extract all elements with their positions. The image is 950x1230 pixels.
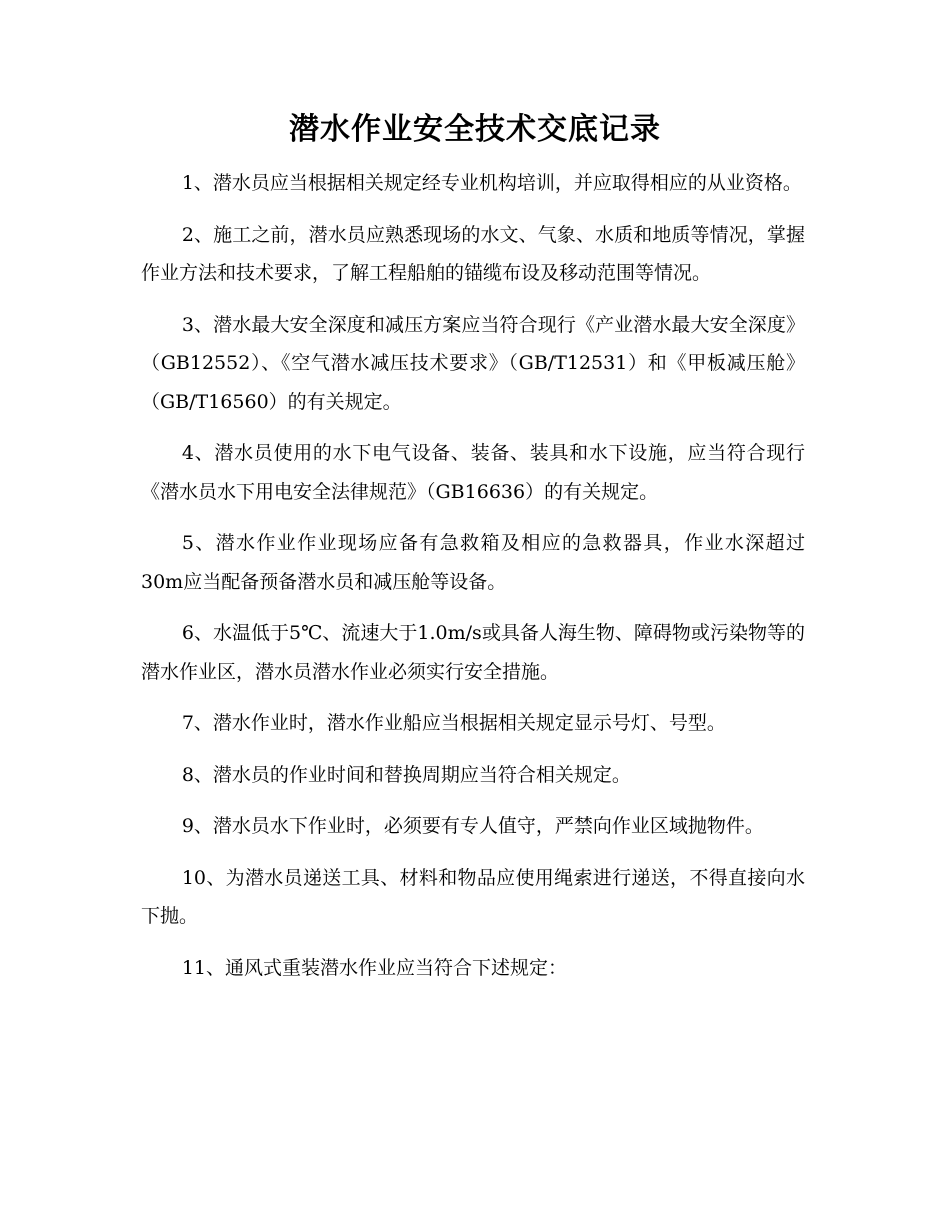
- paragraph-9: 9、潜水员水下作业时，必须要有专人值守，严禁向作业区域抛物件。: [181, 815, 764, 837]
- document-title: 潜水作业安全技术交底记录: [289, 112, 661, 147]
- paragraph-10: 10、为潜水员递送工具、材料和物品应使用绳索进行递送，不得直接向水下抛。: [141, 866, 805, 927]
- document-body: [141, 164, 805, 1000]
- paragraph-11: 11、通风式重装潜水作业应当符合下述规定：: [181, 956, 568, 979]
- paragraph-6: 6、水温低于5℃、流速大于1.0m/s或具备人海生物、障碍物或污染物等的潜水作业区，潜水员潜水作业必须实行安全措施。: [141, 622, 805, 683]
- paragraph-7: 7、潜水作业时，潜水作业船应当根据相关规定显示号灯、号型。: [181, 712, 726, 734]
- paragraph-8: 8、潜水员的作业时间和替换周期应当符合相关规定。: [181, 763, 631, 786]
- paragraph-3: 3、潜水最大安全深度和减压方案应当符合现行《产业潜水最大安全深度》（GB12552）、《空气潜水减压技术要求》（GB/T12531）和《甲板减压舱》（GB/T16560）的有关规定。: [141, 313, 805, 413]
- paragraph-2: 2、施工之前，潜水员应熟悉现场的水文、气象、水质和地质等情况，掌握作业方法和技术要求，了解工程船舶的锚缆布设及移动范围等情况。: [141, 223, 805, 284]
- paragraph-1: 1、潜水员应当根据相关规定经专业机构培训，并应取得相应的从业资格。: [181, 172, 802, 194]
- paragraph-4: 4、潜水员使用的水下电气设备、装备、装具和水下设施，应当符合现行《潜水员水下用电安全法律规范》（GB16636）的有关规定。: [141, 442, 805, 503]
- paragraph-5: 5、潜水作业作业现场应备有急救箱及相应的急救器具，作业水深超过30m应当配备预备潜水员和减压舱等设备。: [141, 532, 805, 593]
